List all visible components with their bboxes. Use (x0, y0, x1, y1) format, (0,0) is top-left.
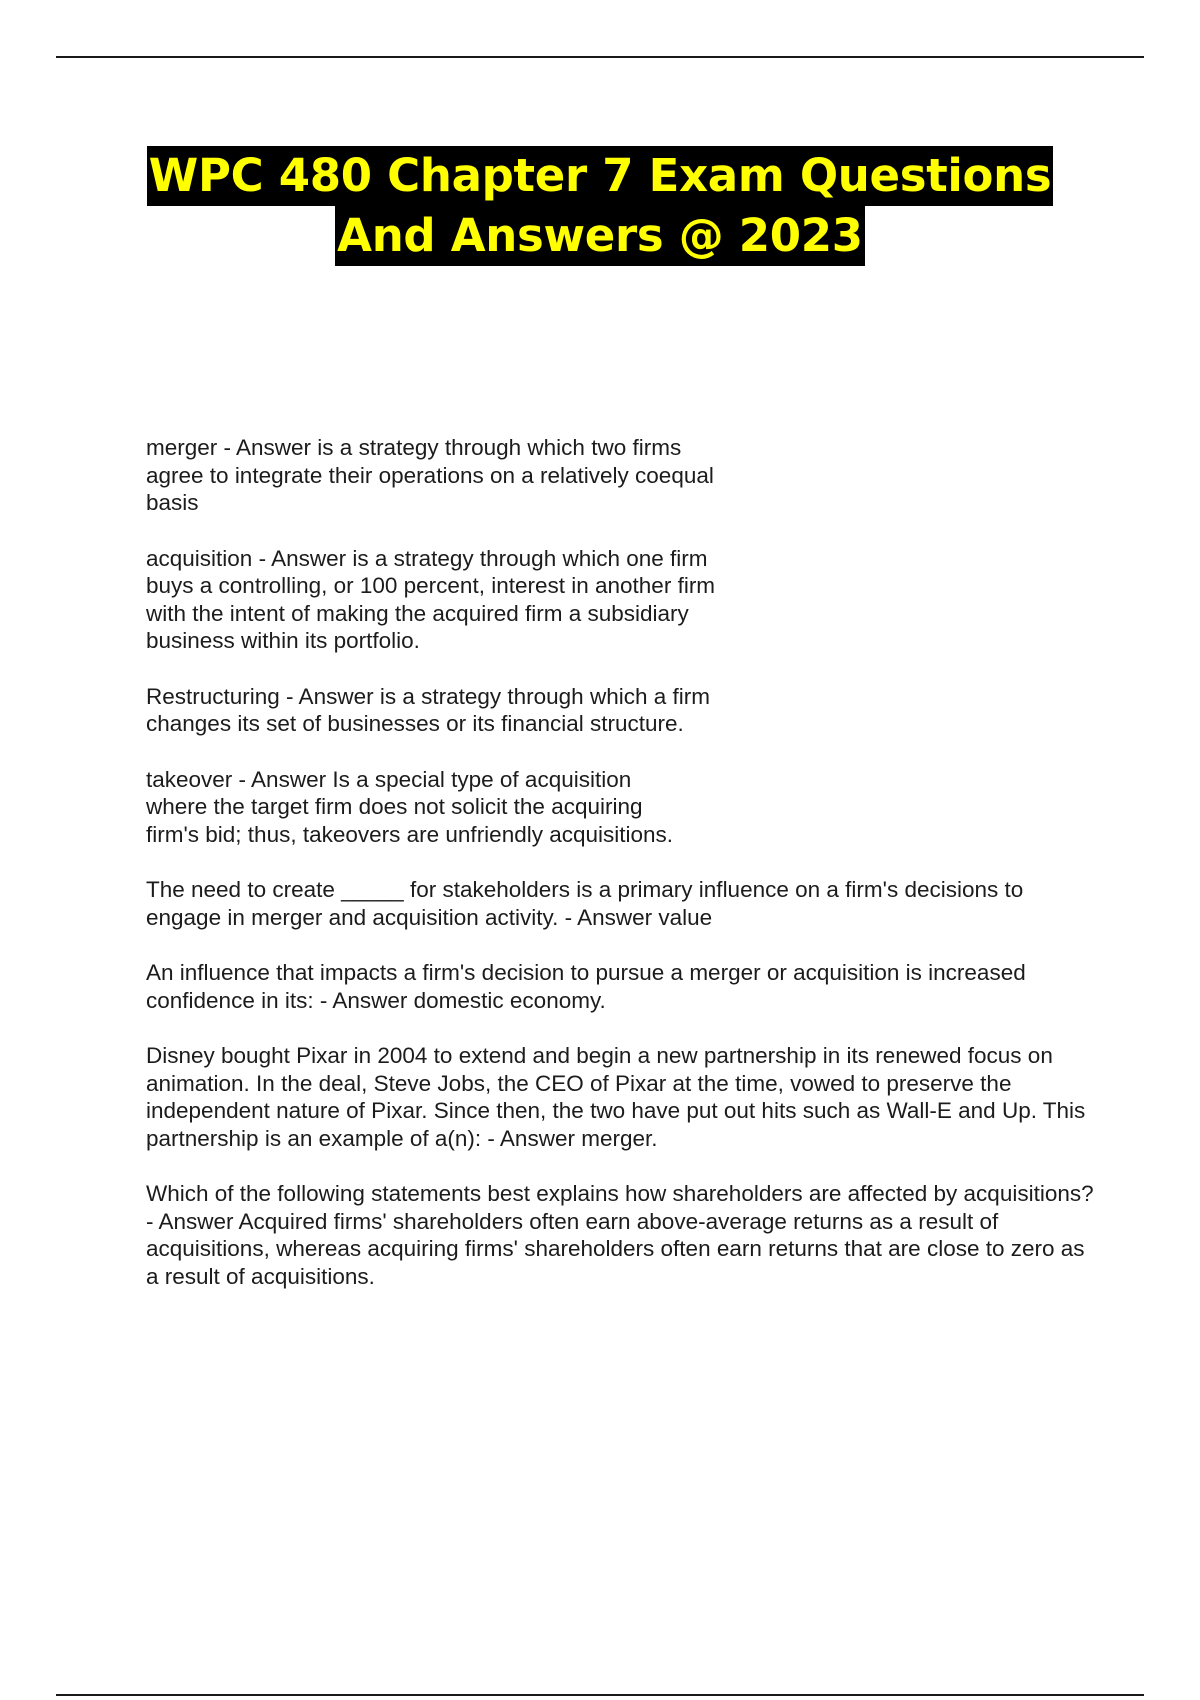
qa-entry-disney-pixar: Disney bought Pixar in 2004 to extend and begin a new partnership in its renewed focus on animation. In the deal, Steve Jobs, the CEO of Pixar at the time, vowed to preserve the independent nature of Pixar. Since then, the two have put out hits such as Wall-E and Up. This partnership is an example of a(n): - Answer merger. (146, 1043, 1086, 1151)
qa-entry-acquisition: acquisition - Answer is a strategy through which one firm buys a controlling, or 100 percent, interest in another firm with the intent of making the acquired firm a subsidiary business within its portfolio. (146, 545, 716, 653)
bottom-rule (56, 1694, 1144, 1696)
qa-entry-domestic-economy: An influence that impacts a firm's decision to pursue a merger or acquisition is increased confidence in its: - Answer domestic economy. (146, 960, 1026, 1013)
qa-entry-value: The need to create _____ for stakeholders is a primary influence on a firm's decisions to engage in merger and acquisition activity. - Answer value (146, 877, 1024, 930)
document-title (0, 146, 1200, 266)
qa-list (146, 434, 1096, 1318)
qa-entry-takeover: takeover - Answer Is a special type of acquisition where the target firm does not solicit the acquiring firm's bid; thus, takeovers are unfriendly acquisitions. (146, 766, 674, 847)
qa-entry-shareholders: Which of the following statements best explains how shareholders are affected by acquisitions? - Answer Acquired firms' shareholders often earn above-average returns as a result of acquisitions, whereas acquiring firms' shareholders often earn returns that are close to zero as a result of acquisitions. (146, 1181, 1094, 1289)
title-line-2: And Answers @ 2023 (335, 206, 865, 266)
title-line-1: WPC 480 Chapter 7 Exam Questions (147, 146, 1054, 206)
qa-entry-merger: merger - Answer is a strategy through which two firms agree to integrate their operations on a relatively coequal basis (146, 435, 714, 515)
top-rule (56, 56, 1144, 58)
qa-entry-restructuring: Restructuring - Answer is a strategy through which a firm changes its set of businesses or its financial structure. (146, 683, 710, 736)
